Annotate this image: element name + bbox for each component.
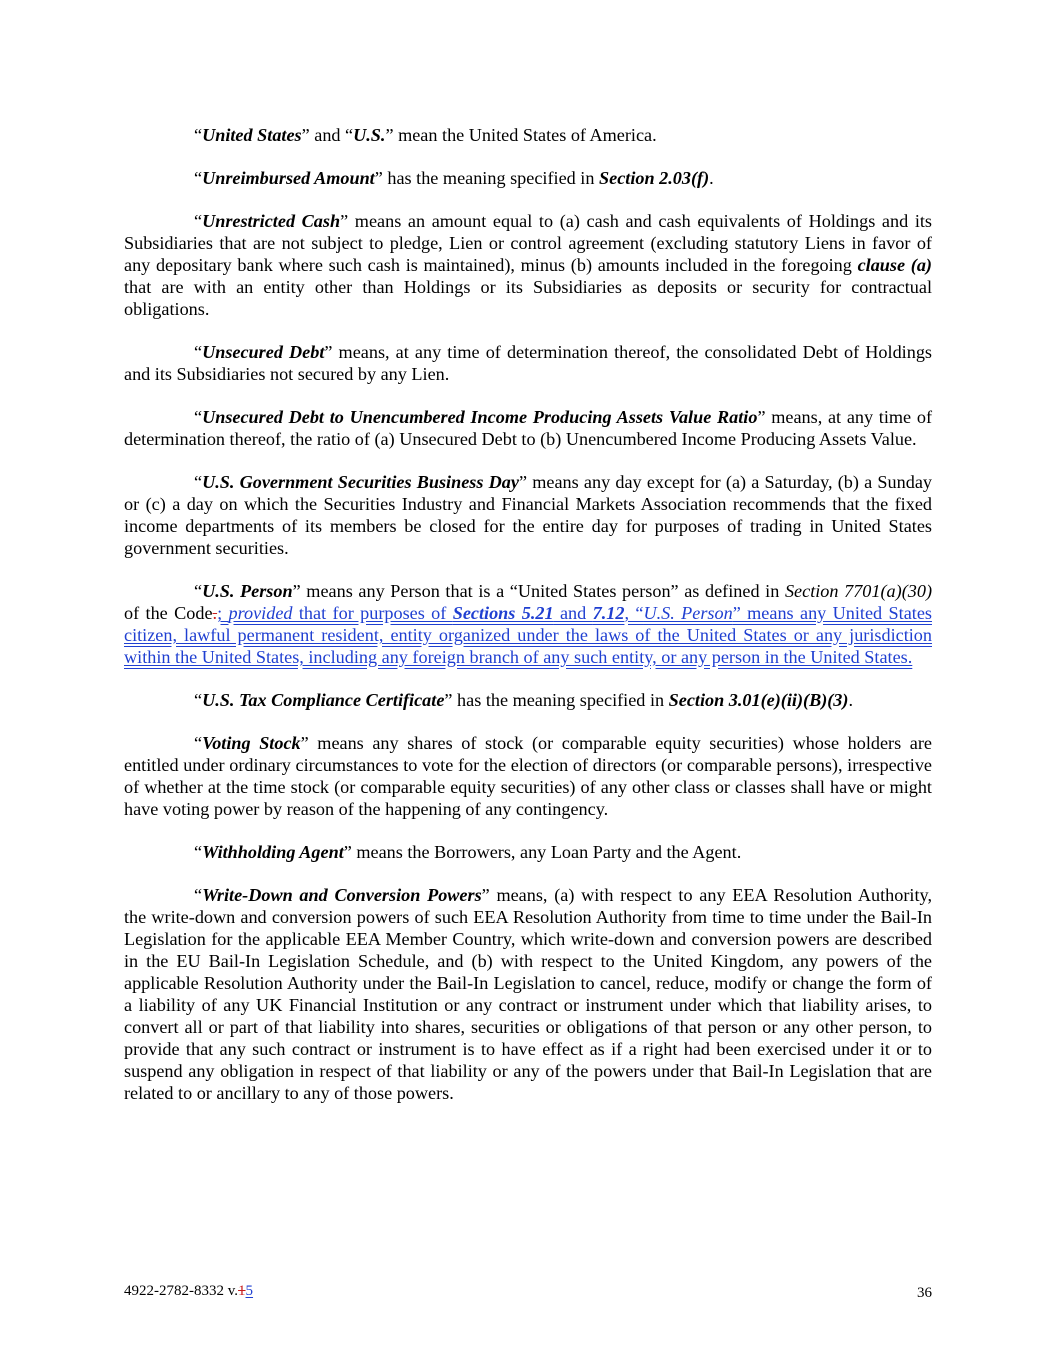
definition-text: ” and “ — [301, 125, 354, 145]
document-id: 4922-2782-8332 v. — [124, 1283, 239, 1299]
quote: “ — [194, 125, 203, 145]
definition-text: ” means any shares of stock (or comparable equity securities) whose holders are entitled under ordinary circumstances to vote for the election of directors (or comparable persons), irrespective of whether at the time stock (or comparable equity securities) of any other class or classes shall have or might have voting power by reason of the happening of any contingency. — [124, 733, 932, 819]
definition-text: ” means any Person that is a “United States person” as defined in — [292, 581, 785, 601]
definition-text: . — [848, 690, 854, 710]
defined-term: Write-Down and Conversion Powers — [202, 885, 482, 905]
definition-us-tax-compliance-certificate — [124, 689, 932, 711]
definition-us-person — [124, 580, 932, 668]
definition-text: ” means, (a) with respect to any EEA Resolution Authority, the write-down and conversion powers of such EEA Resolution Authority from time to time under the Bail-In Legislation for the applicable EEA Member Country, which write-down and conversion powers are described in the EU Bail-In Legislation Schedule, and (b) with respect to the United Kingdom, any powers of the applicable Resolution Authority under the Bail-In Legislation to cancel, reduce, modify or change the form of a liability of any UK Financial Institution or any contract or instrument under which that liability arises, to convert all or part of that liability into shares, securities or obligations of that person or any other person, to provide that any such contract or instrument is to have effect as if a right had been exercised under it or to suspend any obligation in respect of that liability or any of the powers under that Bail-In Legislation that are related to or ancillary to any of those powers. — [124, 885, 932, 1103]
definition-text: ” mean the United States of America. — [385, 125, 657, 145]
page-number: 36 — [917, 1285, 932, 1301]
inserted-text-part: that for purposes of — [292, 603, 453, 623]
definition-text: ” means, at any time of determination thereof, the consolidated Debt of Holdings and its Subsidiaries not secured by any Lien. — [124, 342, 932, 384]
definition-text: ” has the meaning specified in — [444, 690, 669, 710]
definition-united-states — [124, 124, 932, 146]
defined-term: Voting Stock — [202, 733, 301, 753]
section-reference: Section 3.01(e)(ii)(B)(3) — [668, 690, 849, 710]
inserted-text-part: ” means any United States citizen, lawful permanent resident, entity organized under the laws of the United States or any jurisdiction within the United States, including any foreign branch of any such entity, or any person in the United States. — [124, 603, 932, 667]
quote: “ — [194, 581, 203, 601]
clause-reference: clause (a) — [857, 255, 932, 275]
definition-unrestricted-cash — [124, 210, 932, 320]
defined-term: U.S. Tax Compliance Certificate — [202, 690, 445, 710]
inserted-text — [124, 603, 932, 667]
definition-text: . — [709, 168, 714, 188]
section-reference: Sections 5.21 — [452, 603, 554, 623]
quote: “ — [194, 407, 203, 427]
defined-term: U.S. — [353, 125, 386, 145]
inserted-text-part: , “ — [624, 603, 644, 623]
defined-term: U.S. Government Securities Business Day — [202, 472, 519, 492]
quote: “ — [194, 885, 203, 905]
definition-unsecured-debt-ratio — [124, 406, 932, 450]
definition-text: ” has the meaning specified in — [374, 168, 599, 188]
quote: “ — [194, 211, 203, 231]
defined-term: Withholding Agent — [202, 842, 344, 862]
defined-term: U.S. Person — [643, 603, 733, 623]
defined-term: Unrestricted Cash — [202, 211, 341, 231]
quote: “ — [194, 690, 203, 710]
section-reference: 7.12 — [592, 603, 625, 623]
definition-text: that are with an entity other than Holdings or its Subsidiaries as deposits or security for contractual obligations. — [124, 277, 932, 319]
defined-term: U.S. Person — [202, 581, 293, 601]
definition-text: ” means the Borrowers, any Loan Party and the Agent. — [343, 842, 742, 862]
definition-text: ” means an amount equal to (a) cash and cash equivalents of Holdings and its Subsidiaries that are not subject to pledge, Lien or control agreement (excluding statutory Liens in favor of any depositary bank where such cash is maintained), minus (b) amounts included in the foregoing — [124, 211, 933, 275]
section-reference: Section 2.03(f) — [599, 168, 710, 188]
inserted-text-part: ; — [217, 603, 229, 623]
inserted-provided: provided — [228, 603, 293, 623]
quote: “ — [194, 733, 203, 753]
document-body — [124, 124, 932, 1125]
definition-withholding-agent — [124, 841, 932, 863]
defined-term: Unsecured Debt to Unencumbered Income Producing Assets Value Ratio — [202, 407, 758, 427]
quote: “ — [194, 168, 203, 188]
deleted-version: 1 — [238, 1283, 246, 1299]
inserted-text-part: and — [553, 603, 593, 623]
definition-write-down-conversion-powers — [124, 884, 932, 1104]
definition-voting-stock — [124, 732, 932, 820]
deleted-text: . — [212, 603, 218, 623]
definition-text: ” means, at any time of determination thereof, the ratio of (a) Unsecured Debt to (b) Unencumbered Income Producing Assets Value. — [124, 407, 932, 449]
defined-term: Unsecured Debt — [202, 342, 325, 362]
document-id-footer — [124, 1283, 253, 1300]
defined-term: United States — [202, 125, 302, 145]
quote: “ — [194, 842, 203, 862]
definition-us-government-securities-business-day — [124, 471, 932, 559]
definition-unsecured-debt — [124, 341, 932, 385]
definition-text: of the Code — [124, 603, 213, 623]
definition-text: ” means any day except for (a) a Saturday, (b) a Sunday or (c) a day on which the Securities Industry and Financial Markets Association recommends that the fixed income departments of its members be closed for the entire day for purposes of trading in United States government securities. — [124, 472, 932, 558]
quote: “ — [194, 342, 203, 362]
inserted-version: 5 — [245, 1283, 254, 1299]
quote: “ — [194, 472, 203, 492]
definition-unreimbursed-amount — [124, 167, 932, 189]
defined-term: Unreimbursed Amount — [202, 168, 375, 188]
section-reference: Section 7701(a)(30) — [784, 581, 932, 601]
